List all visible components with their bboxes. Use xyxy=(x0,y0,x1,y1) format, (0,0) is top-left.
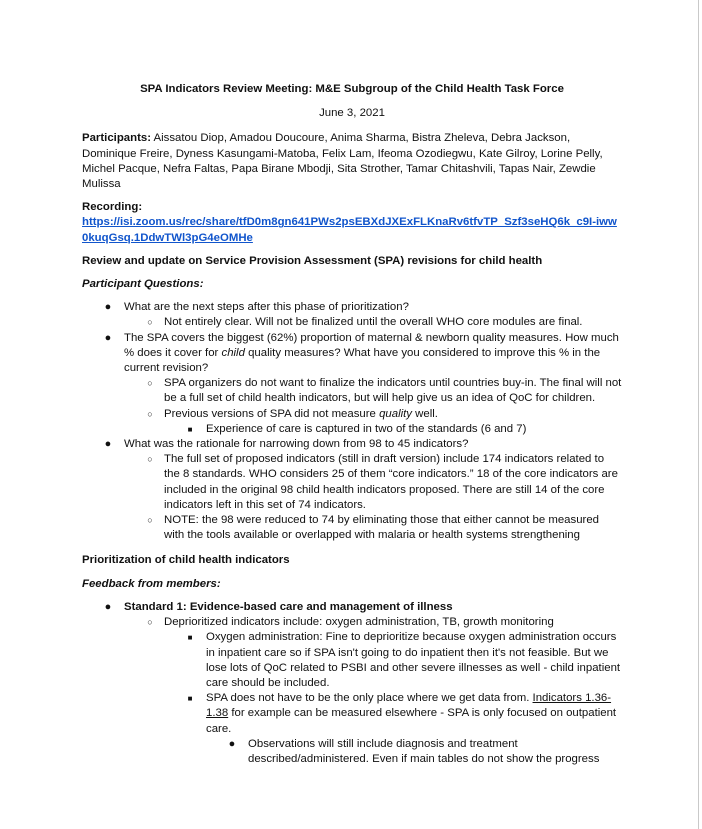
participants-paragraph xyxy=(82,131,622,192)
list-item xyxy=(82,331,622,377)
question-text: The SPA covers the biggest (62%) proportion of maternal & newborn quality measures. How much % does it cover for xyxy=(124,331,619,359)
list-item xyxy=(82,376,622,406)
answer-text: well. xyxy=(412,407,438,420)
bullet-disc-icon: ● xyxy=(104,331,112,344)
bullet-square-icon: ■ xyxy=(187,694,193,704)
feedback-text: Oxygen administration: Fine to deprioritize because oxygen administration occurs in inpatient care so if SPA isn't going to do inpatient then it's not feasible. But we lose lots of QoC related to PSBI and other severe illnesses as well - child inpatient care should be included. xyxy=(206,631,621,689)
list-item xyxy=(82,630,622,691)
answer-text: Previous versions of SPA did not measure xyxy=(164,407,380,420)
bullet-circle-icon: ○ xyxy=(147,317,153,328)
feedback-heading: Feedback from members: xyxy=(82,577,221,590)
bullet-square-icon: ■ xyxy=(187,633,193,643)
answer-text: Not entirely clear. Will not be finalized until the overall WHO core modules are final. xyxy=(164,316,583,329)
question-text: What was the rationale for narrowing down from 98 to 45 indicators? xyxy=(124,438,469,451)
bullet-disc-icon: ● xyxy=(228,737,236,750)
question-text-italic: child xyxy=(221,346,245,359)
feedback-text-underlined: Indicators 1.36-1.38 xyxy=(206,692,612,720)
meeting-date: June 3, 2021 xyxy=(319,107,385,120)
recording-link[interactable]: https://isi.zoom.us/rec/share/tfD0m8gn641PWs2psEBXdJXExFLKnaRv6tfvTP_Szf3seHQ6k_c9I-iww0kuqGsq.1DdwTWl3pG4eOMHe xyxy=(82,216,617,244)
list-item xyxy=(82,600,622,615)
list-item xyxy=(82,737,622,767)
list-item xyxy=(82,437,622,452)
bullet-disc-icon: ● xyxy=(104,438,112,451)
list-item xyxy=(82,407,622,422)
document-body xyxy=(82,82,622,767)
answer-text: SPA organizers do not want to finalize the indicators until countries buy-in. The final will not be a full set of child health indicators, but will help give us an idea of QoC for children. xyxy=(164,377,622,405)
bullet-square-icon: ■ xyxy=(187,424,193,434)
feedback-list xyxy=(82,600,622,767)
bullet-circle-icon: ○ xyxy=(147,617,153,628)
bullet-disc-icon: ● xyxy=(104,600,112,613)
list-item xyxy=(82,513,622,543)
recording-label: Recording: xyxy=(82,201,143,214)
answer-text-italic: quality xyxy=(379,407,412,420)
bullet-circle-icon: ○ xyxy=(147,408,153,419)
bullet-circle-icon: ○ xyxy=(147,378,153,389)
bullet-circle-icon: ○ xyxy=(147,454,153,465)
answer-text: Experience of care is captured in two of the standards (6 and 7) xyxy=(206,422,527,435)
feedback-text: for example can be measured elsewhere - SPA is only focused on outpatient care. xyxy=(206,707,617,735)
list-item xyxy=(82,300,622,315)
page-title: SPA Indicators Review Meeting: M&E Subgroup of the Child Health Task Force xyxy=(140,83,564,95)
participants-names: Aissatou Diop, Amadou Doucoure, Anima Sharma, Bistra Zheleva, Debra Jackson, Dominique Freire, Dyness Kasungami-Matoba, Felix Lam, Ifeoma Ozodiegwu, Kate Gilroy, Lorine Pelly, Michel Pacque, Nefra Faltas, Papa Birane Mbodji, Sita Strother, Tamar Chitashvili, Tapas Nair, Zewdie Mulissa xyxy=(82,132,603,191)
question-text: quality measures? What have you considered to improve this % in the current revision? xyxy=(124,346,601,375)
bullet-circle-icon: ○ xyxy=(147,515,153,526)
feedback-text: Observations will still include diagnosis and treatment described/administered. Even if main tables do not show the progress xyxy=(248,737,600,765)
feedback-text: Deprioritized indicators include: oxygen administration, TB, growth monitoring xyxy=(164,616,554,629)
bullet-disc-icon: ● xyxy=(104,301,112,314)
answer-text: NOTE: the 98 were reduced to 74 by eliminating those that either cannot be measured with the tools available or overlapped with malaria or health systems strengthening xyxy=(164,514,599,542)
participant-questions-heading: Participant Questions: xyxy=(82,278,204,291)
answer-text: The full set of proposed indicators (still in draft version) include 174 indicators related to the 8 standards. WHO considers 25 of them “core indicators.” 18 of the core indicators are included in the original 98 child health indicators proposed. There are still 14 of the core indicators left in this set of 74 indicators. xyxy=(164,453,618,511)
list-item xyxy=(82,422,622,437)
standard-title: Standard 1: Evidence-based care and management of illness xyxy=(124,600,453,613)
list-item xyxy=(82,315,622,330)
questions-list xyxy=(82,300,622,543)
list-item xyxy=(82,691,622,737)
list-item xyxy=(82,615,622,630)
question-text: What are the next steps after this phase of prioritization? xyxy=(124,301,409,314)
section-heading-prioritization: Prioritization of child health indicators xyxy=(82,554,290,567)
list-item xyxy=(82,452,622,513)
participants-label: Participants: xyxy=(82,132,151,145)
feedback-text: SPA does not have to be the only place where we get data from. xyxy=(206,692,533,705)
section-heading-spa: Review and update on Service Provision Assessment (SPA) revisions for child health xyxy=(82,254,543,267)
